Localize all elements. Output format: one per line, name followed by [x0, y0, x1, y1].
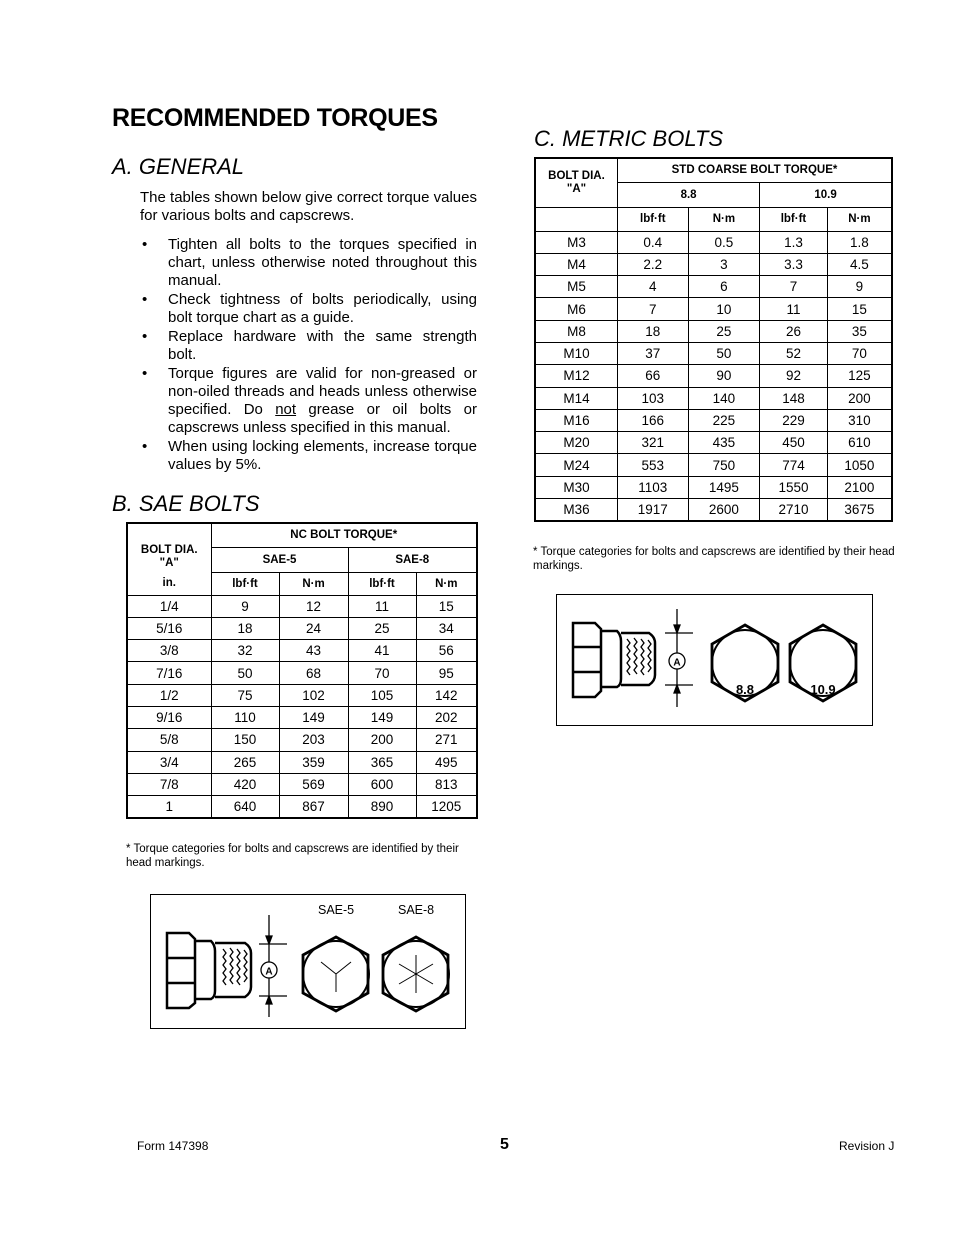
torque-value-cell: 125	[827, 365, 892, 387]
table-row	[127, 773, 477, 795]
torque-value-cell: 18	[211, 617, 279, 639]
dim-label-text: A	[265, 966, 273, 978]
torque-value-cell: 24	[279, 617, 348, 639]
sae-heading: B. SAE BOLTS	[112, 491, 260, 516]
table-row	[535, 432, 892, 454]
torque-value-cell: 92	[760, 365, 828, 387]
sae5-hex-icon	[303, 937, 369, 1011]
torque-value-cell: 225	[688, 409, 760, 431]
torque-value-cell: 66	[617, 365, 688, 387]
torque-value-cell: 43	[279, 640, 348, 662]
sae-head-markings-figure	[150, 894, 466, 1029]
table-row	[127, 640, 477, 662]
bolt-size-cell: M30	[535, 476, 617, 498]
footer-form-number: Form 147398	[137, 1139, 209, 1153]
metric-group-header: STD COARSE BOLT TORQUE*	[617, 158, 892, 182]
torque-value-cell: 166	[617, 409, 688, 431]
sae-unit-header: lbf·ft	[348, 572, 416, 595]
torque-value-cell: 359	[279, 751, 348, 773]
grade-8-8-mark: 8.8	[735, 682, 755, 697]
torque-value-cell: 200	[348, 729, 416, 751]
table-row	[127, 662, 477, 684]
table-row	[535, 342, 892, 364]
torque-value-cell: 37	[617, 342, 688, 364]
metric-footnote: * Torque categories for bolts and capscrews are identified by their head markings.	[533, 546, 895, 572]
table-row	[535, 320, 892, 342]
bolt-size-cell: M3	[535, 231, 617, 253]
torque-value-cell: 34	[416, 617, 477, 639]
table-row	[535, 387, 892, 409]
metric-table-body	[535, 231, 892, 521]
sae5-label: SAE-5	[318, 903, 355, 917]
dim-label-text: A	[673, 657, 681, 669]
sae-dia-header: BOLT DIA. "A"	[127, 523, 211, 572]
torque-value-cell: 0.4	[617, 231, 688, 253]
torque-value-cell: 15	[827, 298, 892, 320]
footer-revision: Revision J	[839, 1139, 895, 1153]
torque-value-cell: 0.5	[688, 231, 760, 253]
torque-value-cell: 3	[688, 253, 760, 275]
grade-10-9-mark: 10.9	[810, 682, 836, 697]
sae-unit-in-header: in.	[127, 572, 211, 595]
torque-value-cell: 813	[416, 773, 477, 795]
torque-value-cell: 867	[279, 796, 348, 819]
torque-value-cell: 3.3	[760, 253, 828, 275]
bolt-size-cell: M14	[535, 387, 617, 409]
metric-head-markings-figure	[556, 594, 873, 726]
metric-unit-header: N·m	[688, 207, 760, 231]
bolt-size-cell: 5/8	[127, 729, 211, 751]
torque-value-cell: 365	[348, 751, 416, 773]
bolt-size-cell: 3/8	[127, 640, 211, 662]
sae-footnote: * Torque categories for bolts and capscrews are identified by their head markings.	[126, 843, 459, 869]
page-number: 5	[500, 1136, 509, 1153]
bolt-size-cell: 1/4	[127, 595, 211, 617]
bolt-size-cell: M36	[535, 499, 617, 522]
table-row	[535, 365, 892, 387]
bullet-icon: •	[142, 365, 148, 382]
torque-value-cell: 2.2	[617, 253, 688, 275]
torque-value-cell: 6	[688, 276, 760, 298]
torque-value-cell: 56	[416, 640, 477, 662]
sae-table-body	[127, 595, 477, 818]
sae-torque-table	[126, 522, 478, 819]
torque-value-cell: 149	[279, 706, 348, 728]
torque-value-cell: 26	[760, 320, 828, 342]
table-row	[535, 231, 892, 253]
bolt-size-cell: M5	[535, 276, 617, 298]
table-row	[127, 751, 477, 773]
table-row	[535, 253, 892, 275]
torque-value-cell: 70	[827, 342, 892, 364]
table-row	[535, 454, 892, 476]
torque-value-cell: 4	[617, 276, 688, 298]
metric-blank-header	[535, 207, 617, 231]
bolt-size-cell: M24	[535, 454, 617, 476]
metric-grade-header: 8.8	[617, 182, 759, 207]
torque-value-cell: 420	[211, 773, 279, 795]
general-intro: The tables shown below give correct torque values for various bolts and capscrews.	[140, 189, 477, 224]
torque-value-cell: 1.3	[760, 231, 828, 253]
bolt-side-icon	[167, 933, 251, 1008]
torque-value-cell: 750	[688, 454, 760, 476]
torque-value-cell: 32	[211, 640, 279, 662]
torque-value-cell: 11	[760, 298, 828, 320]
bolt-size-cell: M4	[535, 253, 617, 275]
torque-value-cell: 600	[348, 773, 416, 795]
torque-value-cell: 3675	[827, 499, 892, 522]
bolt-size-cell: M8	[535, 320, 617, 342]
sae-grade-header: SAE-5	[211, 547, 348, 572]
torque-value-cell: 435	[688, 432, 760, 454]
bullet-item: • When using locking elements, increase torque values by 5%.	[142, 438, 477, 473]
bolt-size-cell: M6	[535, 298, 617, 320]
torque-value-cell: 105	[348, 684, 416, 706]
torque-value-cell: 9	[827, 276, 892, 298]
torque-value-cell: 70	[348, 662, 416, 684]
torque-value-cell: 310	[827, 409, 892, 431]
torque-value-cell: 4.5	[827, 253, 892, 275]
torque-value-cell: 142	[416, 684, 477, 706]
torque-value-cell: 110	[211, 706, 279, 728]
bolt-size-cell: 7/8	[127, 773, 211, 795]
torque-value-cell: 7	[760, 276, 828, 298]
bullet-icon: •	[142, 328, 148, 345]
table-row	[127, 595, 477, 617]
torque-value-cell: 75	[211, 684, 279, 706]
table-row	[127, 706, 477, 728]
bolt-size-cell: M20	[535, 432, 617, 454]
bullet-item: • Tighten all bolts to the torques specified in chart, unless otherwise noted throughout this manual.	[142, 236, 477, 289]
sae-grade-header: SAE-8	[348, 547, 477, 572]
table-row	[127, 684, 477, 706]
torque-value-cell: 2600	[688, 499, 760, 522]
bolt-size-cell: 9/16	[127, 706, 211, 728]
bullet-icon: •	[142, 291, 148, 308]
bolt-size-cell: 5/16	[127, 617, 211, 639]
torque-value-cell: 9	[211, 595, 279, 617]
torque-value-cell: 321	[617, 432, 688, 454]
bolt-side-icon	[573, 623, 655, 697]
torque-value-cell: 35	[827, 320, 892, 342]
torque-value-cell: 1103	[617, 476, 688, 498]
torque-value-cell: 1917	[617, 499, 688, 522]
sae-group-header: NC BOLT TORQUE*	[211, 523, 477, 547]
bolt-size-cell: 7/16	[127, 662, 211, 684]
general-bullet-list	[140, 236, 477, 475]
torque-value-cell: 149	[348, 706, 416, 728]
torque-value-cell: 202	[416, 706, 477, 728]
torque-value-cell: 150	[211, 729, 279, 751]
torque-value-cell: 890	[348, 796, 416, 819]
torque-value-cell: 271	[416, 729, 477, 751]
table-row	[535, 276, 892, 298]
torque-value-cell: 610	[827, 432, 892, 454]
general-heading: A. GENERAL	[112, 154, 245, 179]
table-row	[535, 298, 892, 320]
torque-value-cell: 95	[416, 662, 477, 684]
torque-value-cell: 1495	[688, 476, 760, 498]
torque-value-cell: 25	[348, 617, 416, 639]
torque-value-cell: 103	[617, 387, 688, 409]
torque-value-cell: 15	[416, 595, 477, 617]
bolt-size-cell: M12	[535, 365, 617, 387]
metric-unit-header: N·m	[827, 207, 892, 231]
torque-value-cell: 569	[279, 773, 348, 795]
torque-value-cell: 265	[211, 751, 279, 773]
sae-unit-header: lbf·ft	[211, 572, 279, 595]
torque-value-cell: 200	[827, 387, 892, 409]
metric-heading: C. METRIC BOLTS	[534, 126, 724, 151]
torque-value-cell: 450	[760, 432, 828, 454]
dimension-a-icon	[259, 915, 287, 1017]
torque-value-cell: 1.8	[827, 231, 892, 253]
torque-value-cell: 1205	[416, 796, 477, 819]
table-row	[535, 409, 892, 431]
metric-bolt-drawing	[557, 595, 872, 725]
bolt-size-cell: 1/2	[127, 684, 211, 706]
torque-value-cell: 68	[279, 662, 348, 684]
torque-value-cell: 50	[688, 342, 760, 364]
bullet-item: • Replace hardware with the same strength bolt.	[142, 328, 477, 363]
bullet-icon: •	[142, 438, 148, 455]
torque-value-cell: 2100	[827, 476, 892, 498]
torque-value-cell: 229	[760, 409, 828, 431]
bullet-icon: •	[142, 236, 148, 253]
torque-value-cell: 553	[617, 454, 688, 476]
metric-unit-header: lbf·ft	[760, 207, 828, 231]
sae8-hex-icon	[383, 937, 449, 1011]
torque-value-cell: 7	[617, 298, 688, 320]
torque-value-cell: 41	[348, 640, 416, 662]
metric-unit-header: lbf·ft	[617, 207, 688, 231]
table-row	[127, 729, 477, 751]
torque-value-cell: 11	[348, 595, 416, 617]
bolt-size-cell: M10	[535, 342, 617, 364]
torque-value-cell: 50	[211, 662, 279, 684]
torque-value-cell: 10	[688, 298, 760, 320]
bolt-size-cell: 3/4	[127, 751, 211, 773]
torque-value-cell: 1550	[760, 476, 828, 498]
torque-value-cell: 18	[617, 320, 688, 342]
torque-value-cell: 1050	[827, 454, 892, 476]
torque-value-cell: 102	[279, 684, 348, 706]
bullet-item: • Check tightness of bolts periodically, using bolt torque chart as a guide.	[142, 291, 477, 326]
torque-value-cell: 640	[211, 796, 279, 819]
torque-value-cell: 140	[688, 387, 760, 409]
torque-value-cell: 2710	[760, 499, 828, 522]
metric-torque-table	[534, 157, 893, 522]
table-row	[535, 476, 892, 498]
bullet-item: • Torque figures are valid for non-greased or non-oiled threads and heads unless otherwise specified. Do not grease or oil bolts or capscrews unless specified in this manual.	[142, 365, 477, 436]
torque-value-cell: 25	[688, 320, 760, 342]
torque-value-cell: 12	[279, 595, 348, 617]
torque-value-cell: 774	[760, 454, 828, 476]
sae-unit-header: N·m	[279, 572, 348, 595]
page-title: RECOMMENDED TORQUES	[112, 104, 438, 132]
table-row	[127, 796, 477, 819]
sae8-label: SAE-8	[398, 903, 435, 917]
torque-value-cell: 203	[279, 729, 348, 751]
sae-unit-header: N·m	[416, 572, 477, 595]
metric-grade-header: 10.9	[760, 182, 892, 207]
torque-value-cell: 90	[688, 365, 760, 387]
torque-value-cell: 495	[416, 751, 477, 773]
sae-bolt-drawing	[151, 895, 465, 1028]
bolt-size-cell: M16	[535, 409, 617, 431]
torque-value-cell: 148	[760, 387, 828, 409]
bolt-size-cell: 1	[127, 796, 211, 819]
table-row	[535, 499, 892, 522]
metric-dia-header: BOLT DIA. "A"	[535, 158, 617, 207]
table-row	[127, 617, 477, 639]
torque-value-cell: 52	[760, 342, 828, 364]
